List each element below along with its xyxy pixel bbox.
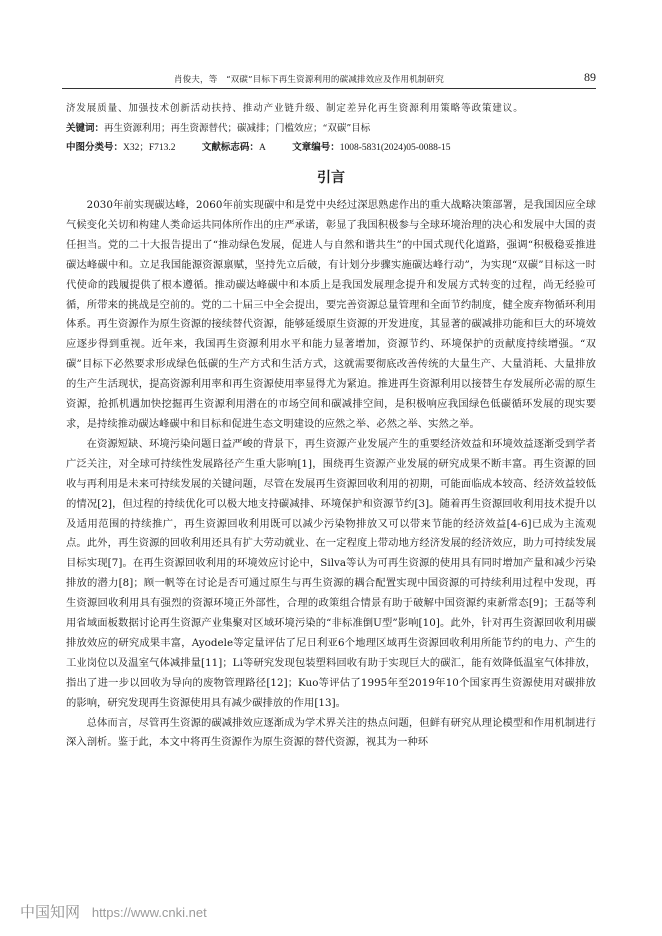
paragraph: 2030年前实现碳达峰，2060年前实现碳中和是党中央经过深思熟虑作出的重大战略决策部署，是我国因应全球气候变化关切和构建人类命运共同体所作出的庄严承诺，彰显了我国积极参与全球环境治理的决心和发展中大国的责任担当。党的二十大报告提出了“推动绿色发展，促进人与自然和谐共生”的中国式现代化道路，强调“积极稳妥推进碳达峰碳中和。立足我国能源资源禀赋，坚持先立后破，有计划分步骤实施碳达峰行动”，为实现“双碳”目标这一时代使命的践履提供了根本遵循。推动碳达峰碳中和本质上是我国发展理念提升和发展方式转变的过程，尚无经验可循，所带来的挑战是空前的。党的二十届三中全会提出，要完善资源总量管理和全面节约制度，健全废弃物循环利用体系。再生资源作为原生资源的接续替代资源，能够延缓原生资源的开发进度，其显著的碳减排功能和巨大的环境效应逐步得到重视。近年来，我国再生资源利用水平和能力显著增加，资源节约、环境保护的贡献度持续增强。“双碳”目标下必然要求形成绿色低碳的生产方式和生活方式，这就需要彻底改善传统的大量生产、大量消耗、大量排放的生产生活现状，提高资源利用率和再生资源使用率显得尤为紧迫。推进再生资源利用以接替生存发展所必需的原生资源，抢抓机遇加快挖掘再生资源利用潜在的市场空间和碳减排空间，是积极响应我国绿色低碳循环发展的现实要求，是持续推动碳达峰碳中和目标和促进生态文明建设的应然之举、必然之举、实然之举。 bbox=[66, 199, 596, 430]
clc-group bbox=[66, 143, 176, 153]
doc-code-value: A bbox=[258, 143, 266, 153]
cnki-logo: 中国知网 bbox=[20, 903, 81, 921]
article-number-group bbox=[292, 143, 450, 153]
keywords-value: 再生资源利用；再生资源替代；碳减排；门槛效应；“双碳”目标 bbox=[104, 123, 371, 134]
cnki-url: https://www.cnki.net bbox=[91, 905, 207, 920]
abstract-tail: 济发展质量、加强技术创新活动扶持、推动产业链升级、制定差异化再生资源利用策略等政策建议。 bbox=[66, 103, 524, 114]
body-text bbox=[66, 196, 596, 753]
running-header bbox=[62, 70, 596, 89]
doc-code-label: 文献标志码： bbox=[201, 142, 259, 153]
article-number-label: 文章编号： bbox=[292, 142, 340, 153]
clc-value: X32；F713.2 bbox=[123, 143, 176, 153]
section-title: 引言 bbox=[317, 170, 345, 186]
paragraph: 在资源短缺、环境污染问题日益严峻的背景下，再生资源产业发展产生的重要经济效益和环境效益逐渐受到学者广泛关注，对全球可持续性发展路径产生重大影响[1]，围绕再生资源产业发展的研究成果不断丰富。再生资源的回收与再利用是未来可持续发展的关键问题，尽管在发展再生资源回收利用的初期，可能面临成本较高、经济效益较低的情况[2]，但过程的持续优化可以极大地支持碳减排、环境保护和资源节约[3]。随着再生资源回收利用技术提升以及适用范围的持续推广，再生资源回收利用既可以减少污染物排放又可以带来节能的经济效益[4-6]已成为主流观点。此外，再生资源的回收利用还具有扩大劳动就业、在一定程度上带动地方经济发展的经济效应，助力可持续发展目标实现[7]。在再生资源回收利用的环境效应讨论中，Silva等认为可再生资源的使用具有同时增加产量和减少污染排放的潜力[8]；顾一帆等在讨论是否可通过原生与再生资源的耦合配置实现中国资源的可持续利用过程中发现，再生资源回收利用具有强烈的资源环境正外部性，合理的政策组合情景有助于破解中国资源约束新常态[9]；王磊等利用省域面板数据讨论再生资源产业集聚对区域环境污染的“非标准倒U型”影响[10]。此外，针对再生资源回收利用碳排放效应的研究成果丰富，Ayodele等定量评估了尼日利亚6个地理区域再生资源回收利用所能节约的电力、产生的工业岗位以及温室气体减排量[11]；Li等研究发现包装塑料回收有助于实现巨大的碳汇，能有效降低温室气体排放，指出了进一步以回收为导向的废物管理路径[12]；Kuo等评估了1995年至2019年10个国家再生资源使用对碳排放的影响，研究发现再生资源使用具有减少碳排放的作用[13]。 bbox=[66, 437, 596, 709]
article-number-value: 1008-5831(2024)05-0088-15 bbox=[339, 143, 451, 153]
watermark-footer bbox=[20, 901, 207, 922]
paragraph: 总体而言，尽管再生资源的碳减排效应逐渐成为学术界关注的热点问题，但鲜有研究从理论模型和作用机制进行深入剖析。鉴于此，本文中将再生资源作为原生资源的替代资源，视其为一种环 bbox=[66, 716, 596, 749]
keywords-label: 关键词： bbox=[66, 123, 105, 134]
keywords-line bbox=[66, 120, 596, 137]
page-number: 89 bbox=[584, 70, 596, 84]
doc-code-group bbox=[202, 143, 266, 153]
clc-label: 中图分类号： bbox=[66, 142, 124, 153]
running-title: 肖俊夫，等 “双碳”目标下再生资源利用的碳减排效应及作用机制研究 bbox=[173, 75, 445, 85]
classification-line bbox=[66, 139, 596, 157]
